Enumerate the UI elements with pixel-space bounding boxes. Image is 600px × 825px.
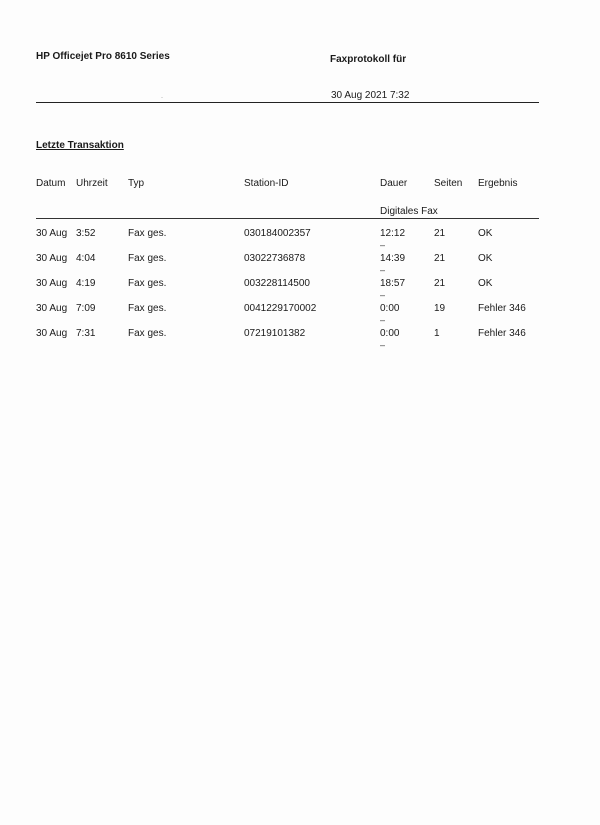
table-row: [0, 253, 600, 278]
table-row: [0, 278, 600, 303]
cell-uhrzeit: 4:04: [76, 253, 96, 264]
cell-dauer: 12:12: [380, 228, 406, 239]
cell-seiten: 1: [434, 328, 440, 339]
column-header-datum: Datum: [36, 178, 66, 189]
cell-ergebnis: OK: [478, 228, 493, 239]
cell-typ: Fax ges.: [128, 278, 167, 289]
cell-ergebnis: Fehler 346: [478, 303, 526, 314]
cell-datum: 30 Aug: [36, 228, 68, 239]
table-row: [0, 228, 600, 253]
cell-station-id: 07219101382: [244, 328, 306, 339]
cell-typ: Fax ges.: [128, 328, 167, 339]
column-header-dauer: Dauer: [380, 178, 408, 189]
transaction-table: [0, 228, 600, 353]
column-header-ergebnis: Ergebnis: [478, 178, 518, 189]
cell-datum: 30 Aug: [36, 253, 68, 264]
cell-seiten: 21: [434, 253, 446, 264]
table-header-divider: [36, 218, 539, 219]
duration-dash: –: [380, 340, 386, 350]
cell-dauer: 0:00: [380, 303, 400, 314]
section-title: Letzte Transaktion: [36, 140, 124, 151]
cell-station-id: 0041229170002: [244, 303, 317, 314]
report-date: 30 Aug 2021 7:32: [331, 90, 410, 101]
cell-ergebnis: OK: [478, 278, 493, 289]
cell-datum: 30 Aug: [36, 328, 68, 339]
cell-uhrzeit: 7:31: [76, 328, 96, 339]
cell-uhrzeit: 7:09: [76, 303, 96, 314]
cell-typ: Fax ges.: [128, 228, 167, 239]
cell-typ: Fax ges.: [128, 253, 167, 264]
report-title: Faxprotokoll für: [330, 54, 407, 65]
scan-speck: ·: [161, 95, 163, 101]
cell-typ: Fax ges.: [128, 303, 167, 314]
cell-uhrzeit: 4:19: [76, 278, 96, 289]
column-header-uhrzeit: Uhrzeit: [76, 178, 108, 189]
cell-station-id: 003228114500: [244, 278, 310, 289]
duration-dash: –: [380, 290, 386, 300]
column-header-seiten: Seiten: [434, 178, 463, 189]
column-header-typ: Typ: [128, 178, 145, 189]
cell-datum: 30 Aug: [36, 278, 68, 289]
column-header-station-id: Station-ID: [244, 178, 289, 189]
cell-seiten: 21: [434, 228, 446, 239]
duration-dash: –: [380, 315, 386, 325]
cell-datum: 30 Aug: [36, 303, 68, 314]
cell-dauer: 0:00: [380, 328, 400, 339]
cell-station-id: 030184002357: [244, 228, 311, 239]
cell-uhrzeit: 3:52: [76, 228, 96, 239]
cell-ergebnis: OK: [478, 253, 493, 264]
table-row: [0, 303, 600, 328]
cell-dauer: 18:57: [380, 278, 406, 289]
cell-seiten: 19: [434, 303, 446, 314]
cell-dauer: 14:39: [380, 253, 406, 264]
fax-type-subheader: Digitales Fax: [380, 206, 438, 217]
table-row: [0, 328, 600, 353]
header-divider: [36, 102, 539, 103]
device-name: HP Officejet Pro 8610 Series: [36, 51, 170, 62]
duration-dash: –: [380, 265, 386, 275]
cell-seiten: 21: [434, 278, 446, 289]
cell-station-id: 03022736878: [244, 253, 306, 264]
duration-dash: –: [380, 240, 386, 250]
cell-ergebnis: Fehler 346: [478, 328, 526, 339]
